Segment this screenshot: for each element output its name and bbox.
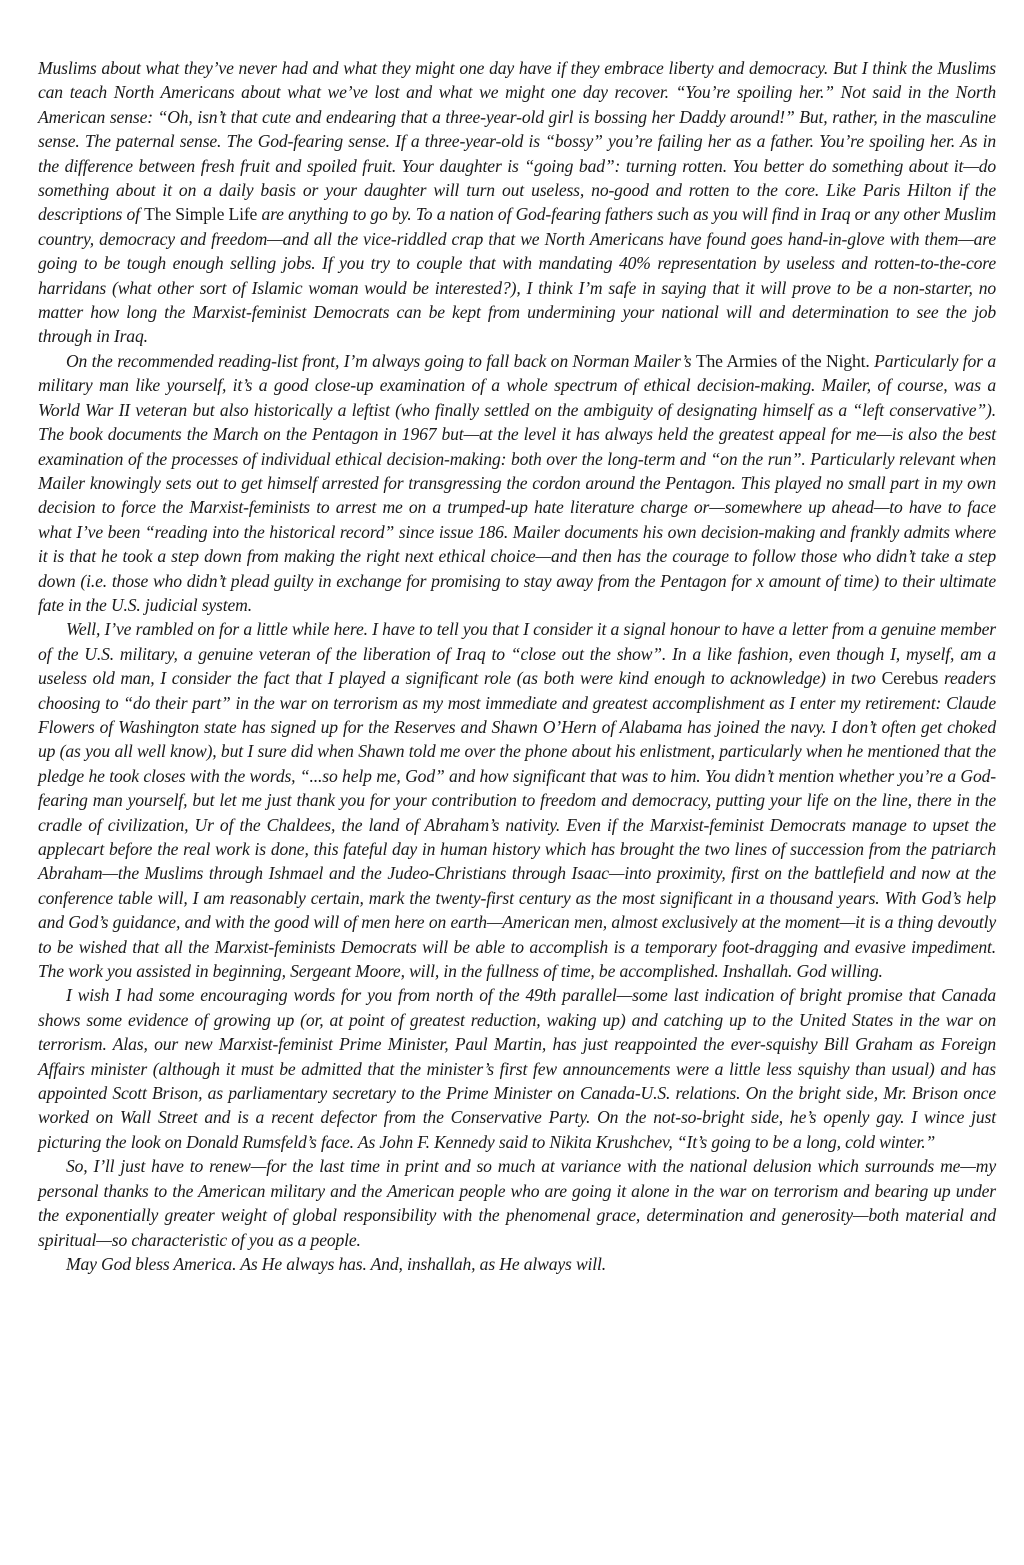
letter-column [38,56,996,1276]
paragraph-1 [38,56,996,349]
paragraph-6-text: May God bless America. As He always has. And, inshallah, as He always will. [66,1253,607,1274]
paragraph-3-text-b: readers choosing to “do their part” in the war on terrorism as my most immediate and greatest accomplishment as I enter my retirement: Claude Flowers of Washington state has signed up for the Reserves and Shawn O’Hern of Alabama has joined the navy. I don’t often get choked up (as you all well know), but I sure did when Shawn told me over the phone about his enlistment, particularly when he mentioned that the pledge he took closes with the words, “...so help me, God” and how significant that was to him. You didn’t mention whether you’re a God-fearing man yourself, but let me just thank you for your contribution to freedom and democracy, putting your life on the line, there in the cradle of civilization, Ur of the Chaldees, the land of Abraham’s nativity. Even if the Marxist-feminist Democrats manage to upset the applecart before the real work is done, this fateful day in human history which has brought the two lines of succession from the patriarch Abraham—the Muslims through Ishmael and the Judeo-Christians through Isaac—into proximity, first on the battlefield and now at the conference table will, I am reasonably certain, mark the twenty-first century as the most significant in a thousand years. With God’s help and God’s guidance, and with the good will of men here on earth—American men, almost exclusively at the moment—it is a thing devoutly to be wished that all the Marxist-feminists Democrats will be able to accomplish is a temporary foot-dragging and evasive impediment. The work you assisted in beginning, Sergeant Moore, will, in the fullness of time, be accomplished. Inshallah. God willing. [38,668,996,982]
paragraph-5-text: So, I’ll just have to renew—for the last time in print and so much at variance with the national delusion which surrounds me—my personal thanks to the American military and the American people who are going it alone in the war on terrorism and bearing up under the exponentially greater weight of global responsibility with the phenomenal grace, determination and generosity—both material and spiritual—so characteristic of you as a people. [38,1156,996,1250]
paragraph-2 [38,349,996,617]
book-title-armies-of-the-night: The Armies of the Night. [695,350,870,371]
paragraph-3-text-a: Well, I’ve rambled on for a little while here. I have to tell you that I consider it a signal honour to have a letter from a genuine member of the U.S. military, a genuine veteran of the liberation of Iraq to “close out the show”. In a like fashion, even though I, myself, am a useless old man, I consider the fact that I played a significant role (as both were kind enough to acknowledge) in two [38,619,996,689]
paragraph-3 [38,617,996,983]
paragraph-4-text: I wish I had some encouraging words for you from north of the 49th parallel—some last indication of bright promise that Canada shows some evidence of growing up (or, at point of greatest reduction, waking up) and catching up to the United States in the war on terrorism. Alas, our new Marxist-feminist Prime Minister, Paul Martin, has just reappointed the ever-squishy Bill Graham as Foreign Affairs minister (although it must be admitted that the minister’s first few announcements were a little less squishy than usual) and has appointed Scott Brison, as parliamentary secretary to the Prime Minister on Canada-U.S. relations. On the bright side, Mr. Brison once worked on Wall Street and is a recent defector from the Conservative Party. On the not-so-bright side, he’s openly gay. I wince just picturing the look on Donald Rumsfeld’s face. As John F. Kennedy said to Nikita Krushchev, “It’s going to be a long, cold winter.” [38,985,996,1152]
paragraph-4 [38,983,996,1154]
paragraph-6-closing [38,1252,996,1276]
title-cerebus: Cerebus [881,668,939,689]
paragraph-2-text-a: On the recommended reading-list front, I’m always going to fall back on Norman Mailer’s [66,350,696,371]
paragraph-1-text-a: Muslims about what they’ve never had and what they might one day have if they embrace liberty and democracy. But I think the Muslims can teach North Americans about what we’ve lost and what we might one day recover. “You’re spoiling her.” Not said in the North American sense: “Oh, isn’t that cute and endearing that a three-year-old girl is bossing her Daddy around!” But, rather, in the masculine sense. The paternal sense. The God-fearing sense. If a three-year-old is “bossy” you’re failing her as a father. You’re spoiling her. As in the difference between fresh fruit and spoiled fruit. Your daughter is “going bad”: turning rotten. You better do something about it—do something about it on a daily basis or your daughter will turn out useless, no-good and rotten to the core. Like Paris Hilton if the descriptions of [38,58,996,225]
paragraph-5 [38,1154,996,1252]
paragraph-2-text-b: Particularly for a military man like yourself, it’s a good close-up examination of a whole spectrum of ethical decision-making. Mailer, of course, was a World War II veteran but also historically a leftist (who finally settled on the ambiguity of designating himself as a “left conservative”). The book documents the March on the Pentagon in 1967 but—at the level it has always held the greatest appeal for me—is also the best examination of the processes of individual ethical decision-making: both over the long-term and “on the run”. Particularly relevant when Mailer knowingly sets out to get himself arrested for transgressing the cordon around the Pentagon. This played no small part in my own decision to force the Marxist-feminists to arrest me on a trumped-up hate literature charge or—somewhere up ahead—to have to face what I’ve been “reading into the historical record” since issue 186. Mailer documents his own decision-making and frankly admits where it is that he took a step down from making the right next ethical choice—and then has the courage to follow those who didn’t take a step down (i.e. those who didn’t plead guilty in exchange for promising to stay away from the Pentagon for x amount of time) to their ultimate fate in the U.S. judicial system. [38,350,996,615]
paragraph-1-text-b: are anything to go by. To a nation of God-fearing fathers such as you will find in Iraq or any other Muslim country, democracy and freedom—and all the vice-riddled crap that we North Americans have found goes hand-in-glove with them—are going to be tough enough selling jobs. If you try to couple that with mandating 40% representation by useless and rotten-to-the-core harridans (what other sort of Islamic woman would be interested?), I think I’m safe in saying that it will prove to be a non-starter, no matter how long the Marxist-feminist Democrats can be kept from undermining your national will and determination to see the job through in Iraq. [38,204,997,347]
book-title-the-simple-life: The Simple Life [144,204,258,225]
